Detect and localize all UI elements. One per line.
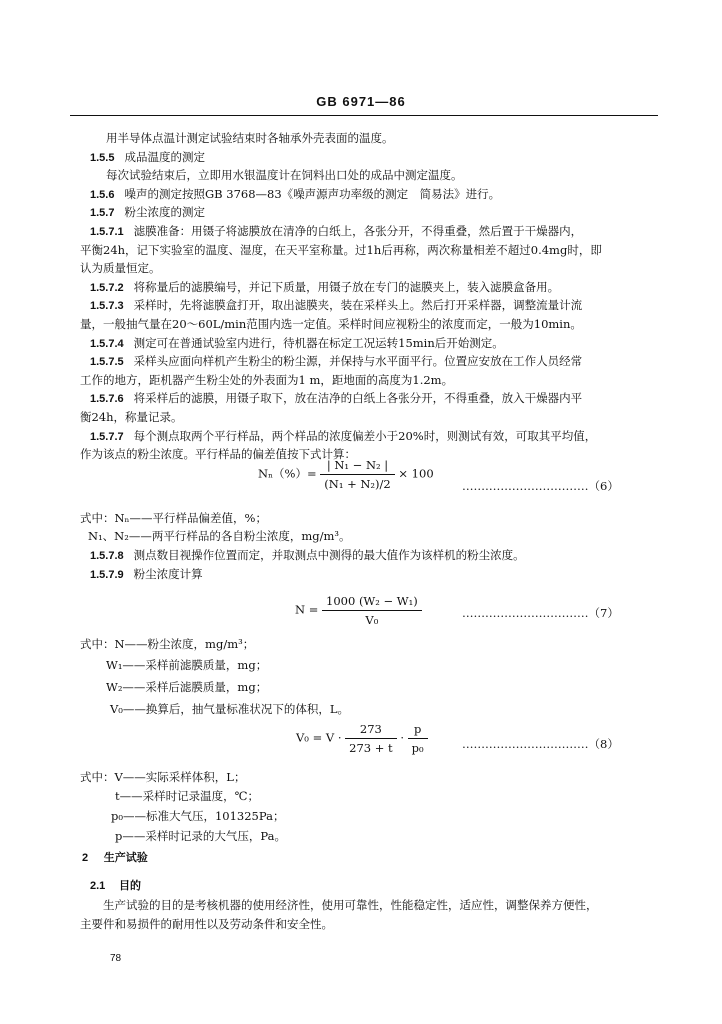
- text-line: [106, 168, 463, 182]
- continuation-text: 用半导体点温计测定试验结束时各轴承外壳表面的温度。: [106, 131, 394, 145]
- continuation-text: 平衡24h，记下实验室的温度、湿度，在天平室称量。过1h后再称，两次称量相差不超过0.4mg时，即: [80, 242, 602, 257]
- continuation-text: 量，一般抽气量在20～60L/min范围内选一定值。采样时间应视粉尘的浓度而定，一般为10min。: [80, 317, 582, 331]
- formula-8: [296, 722, 428, 755]
- formula-6-numerator: | N₁ − N₂ |: [320, 458, 394, 475]
- formula-8-denominator-1: 273 + t: [349, 741, 393, 755]
- formula-8-denominator-2: p₀: [411, 741, 424, 755]
- formula-6-tail: × 100: [398, 466, 434, 481]
- formula-8-fraction-2: [408, 722, 428, 755]
- text-line: [80, 261, 161, 275]
- text-line: [90, 298, 582, 313]
- formula-7-denominator: V₀: [365, 613, 379, 627]
- text-line: [90, 548, 525, 563]
- clause-number: 1.5.7.4: [90, 337, 124, 350]
- formula-8-number: ……………………………（8）: [462, 737, 619, 751]
- clause-number: 1.5.5: [90, 151, 115, 164]
- clause-text: 噪声的测定按照GB 3768—83《噪声源声功率级的测定 简易法》进行。: [124, 186, 501, 201]
- formula-7-numerator: 1000 (W₂ − W₁): [322, 594, 422, 611]
- section-2-title: 生产试验: [103, 852, 148, 864]
- text-line: [90, 429, 596, 444]
- paragraph-line: 生产试验的目的是考核机器的使用经济性，使用可靠性，性能稳定性，适应性，调整保养方便性，: [103, 898, 598, 912]
- text-line: [80, 410, 183, 424]
- clause-number: 1.5.7.1: [90, 226, 124, 238]
- formula-8-mid: ·: [400, 730, 404, 745]
- legend-line: 式中：N——粉尘浓度，mg/m³；: [80, 637, 255, 651]
- continuation-text: 衡24h，称量记录。: [80, 410, 183, 424]
- clause-number: 1.5.7.5: [90, 356, 124, 369]
- clause-text: 每个测点取两个平行样品，两个样品的浓度偏差小于20%时，则测试有效，可取其平均值，: [133, 428, 597, 443]
- clause-text: 滤膜准备：用镊子将滤膜放在清净的白纸上，各张分开，不得重叠，然后置于干燥器内，: [133, 224, 583, 238]
- clause-text: 测点数目视操作位置而定，并取测点中测得的最大值作为该样机的粉尘浓度。: [133, 548, 525, 562]
- legend-line: t——采样时记录温度，℃；: [115, 789, 259, 803]
- formula-8-numerator-2: p: [408, 722, 428, 739]
- formula-6-lhs: Nₙ（%）=: [258, 466, 317, 481]
- text-line: [90, 224, 582, 239]
- text-line: [106, 131, 394, 145]
- clause-number: 1.5.7.8: [90, 550, 124, 562]
- text-line: [90, 567, 203, 582]
- section-2-1-title: 目的: [118, 880, 141, 892]
- text-line: [90, 205, 205, 220]
- text-line: [80, 317, 582, 331]
- formula-8-fraction-1: [345, 722, 397, 755]
- text-line: [80, 243, 602, 257]
- clause-text: 将称量后的滤膜编号，并记下质量，用镊子放在专门的滤膜夹上，装入滤膜盒备用。: [133, 279, 560, 294]
- legend-line: W₂——采样后滤膜质量，mg；: [106, 680, 268, 694]
- text-line: [90, 391, 582, 406]
- formula-8-numerator-1: 273: [345, 722, 397, 739]
- clause-text: 采样时，先将滤膜盒打开，取出滤膜夹，装在采样头上。然后打开采样器，调整流量计流: [133, 298, 583, 313]
- text-line: [90, 187, 500, 202]
- header-rule: [70, 115, 658, 116]
- legend-line: p——采样时记录的大气压，Pa。: [115, 829, 286, 843]
- formula-7: [295, 594, 422, 627]
- text-line: [90, 336, 504, 351]
- legend-line: 式中：V——实际采样体积，L；: [80, 770, 246, 784]
- continuation-text: 工作的地方，距机器产生粉尘处的外表面为1 m，距地面的高度为1.2m。: [80, 372, 454, 387]
- clause-number: 1.5.7: [90, 207, 115, 220]
- clause-text: 粉尘浓度计算: [133, 567, 203, 581]
- clause-number: 1.5.7.3: [90, 300, 124, 313]
- clause-number: 1.5.7.7: [90, 430, 124, 443]
- clause-number: 1.5.7.6: [90, 393, 124, 406]
- formula-6-fraction: [320, 458, 394, 491]
- continuation-text: 每次试验结束后，立即用水银温度计在饲料出口处的成品中测定温度。: [106, 168, 463, 183]
- legend-line: V₀——换算后，抽气量标准状况下的体积，L。: [110, 702, 350, 716]
- formula-7-lhs: N =: [295, 602, 319, 617]
- continuation-text: 认为质量恒定。: [80, 261, 161, 276]
- text-line: [90, 354, 582, 369]
- clause-text: 粉尘浓度的测定: [124, 205, 205, 220]
- text-line: [90, 280, 559, 295]
- clause-text: 成品温度的测定: [124, 149, 205, 164]
- clause-text: 测定可在普通试验室内进行，待机器在标定工况运转15min后开始测定。: [133, 335, 504, 350]
- clause-text: 将采样后的滤膜，用镊子取下，放在洁净的白纸上各张分开，不得重叠，放入干燥器内平: [133, 391, 583, 406]
- section-2-1-heading: [90, 878, 141, 893]
- clause-number: 1.5.6: [90, 188, 115, 201]
- section-2-1-number: 2.1: [90, 880, 106, 892]
- legend-line: 式中：Nₙ——平行样品偏差值，%；: [80, 511, 267, 525]
- text-line: [90, 150, 205, 165]
- section-2-number: 2: [82, 852, 89, 864]
- clause-number: 1.5.7.9: [90, 569, 124, 581]
- section-2-heading: [82, 850, 148, 865]
- formula-6-number: ……………………………（6）: [462, 479, 619, 493]
- formula-7-fraction: [322, 594, 422, 627]
- formula-8-lhs: V₀ = V ·: [296, 730, 342, 745]
- clause-text: 采样头应面向样机产生粉尘的粉尘源，并保持与水平面平行。位置应安放在工作人员经常: [133, 354, 583, 369]
- continuation-text: 作为该点的粉尘浓度。平行样品的偏差值按下式计算：: [80, 447, 356, 462]
- legend-line: p₀——标准大气压，101325Pa；: [111, 809, 285, 823]
- legend-line: W₁——采样前滤膜质量，mg；: [106, 658, 268, 672]
- paragraph-line: 主要件和易损件的耐用性以及劳动条件和安全性。: [80, 917, 333, 931]
- text-line: [80, 373, 453, 387]
- formula-6-denominator: (N₁ + N₂)/2: [324, 477, 391, 491]
- formula-6: [258, 458, 434, 491]
- clause-number: 1.5.7.2: [90, 281, 124, 294]
- formula-7-number: ……………………………（7）: [462, 606, 619, 620]
- legend-line: N₁、N₂——两平行样品的各自粉尘浓度，mg/m³。: [88, 529, 351, 543]
- page-header: GB 6971—86: [316, 94, 406, 109]
- page-number: 78: [110, 953, 122, 964]
